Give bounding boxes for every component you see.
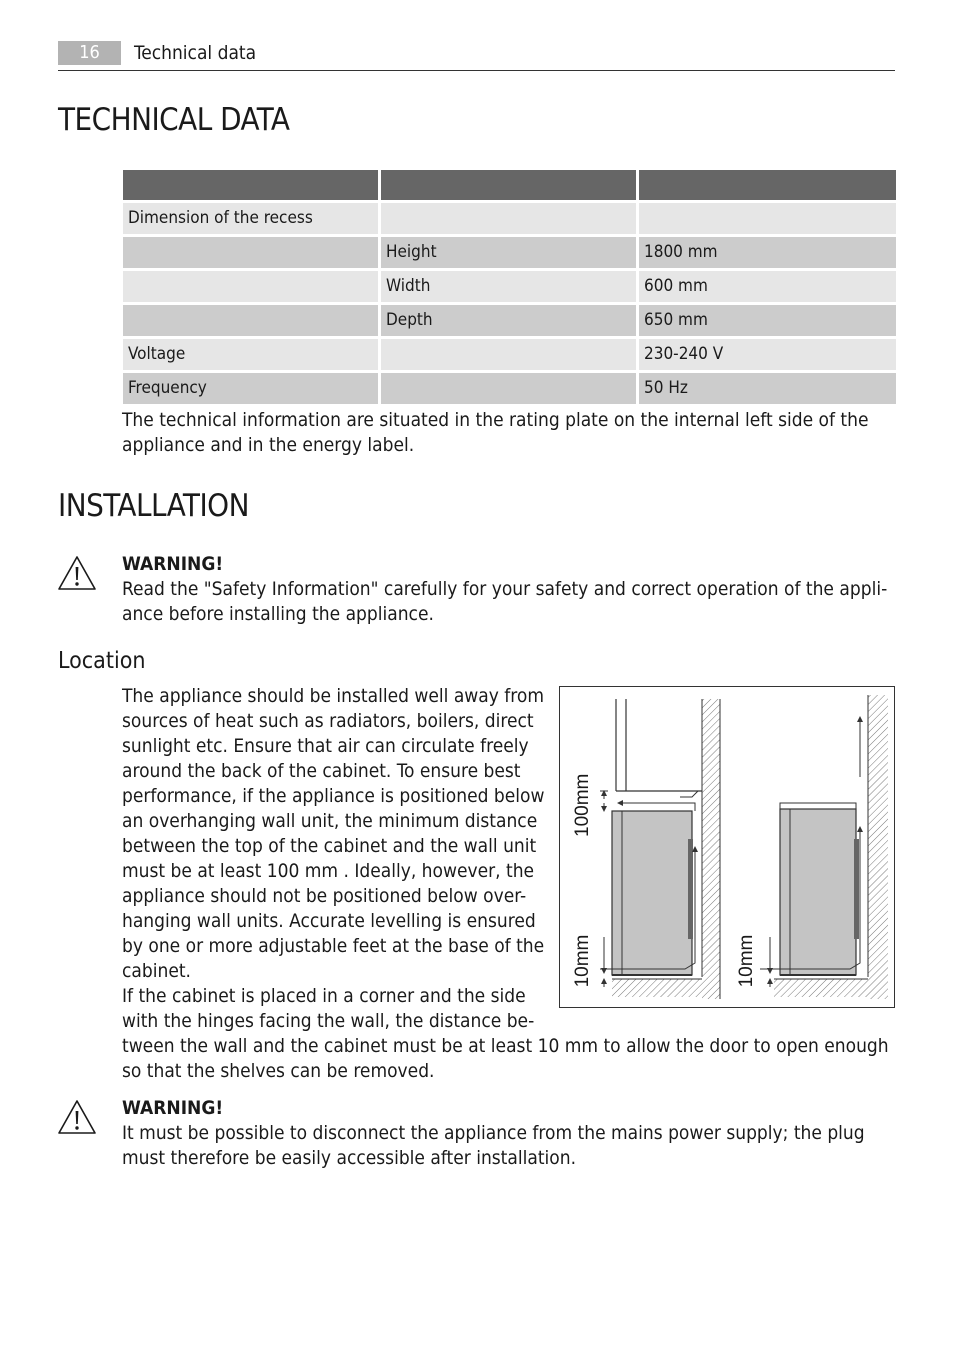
- row-parameter: Height: [381, 237, 636, 268]
- table-row: [123, 305, 896, 336]
- row-value: 230-240 V: [639, 339, 896, 370]
- technical-note-line: The technical information are situated in the rating plate on the internal left side of the: [122, 409, 869, 431]
- table-row: [123, 373, 896, 404]
- row-label: [123, 271, 378, 302]
- row-parameter: Depth: [381, 305, 636, 336]
- top-gap-label: 100mm: [572, 773, 593, 837]
- table-header-row: [123, 170, 896, 200]
- location-text-line: If the cabinet is placed in a corner and the side: [122, 985, 526, 1007]
- header-divider: [58, 70, 895, 71]
- left-gap-label: 10mm: [572, 934, 593, 988]
- table-row: [123, 339, 896, 370]
- warning-safety-block: [122, 552, 902, 627]
- location-text-line: sources of heat such as radiators, boilers, direct: [122, 710, 534, 732]
- location-text-line: hanging wall units. Accurate levelling is ensured: [122, 910, 536, 932]
- left-scene: [600, 699, 720, 999]
- location-text-line: appliance should not be positioned below over-: [122, 885, 527, 907]
- table-header-cell: [123, 170, 378, 200]
- location-text-line: an overhanging wall unit, the minimum distance: [122, 810, 538, 832]
- row-parameter: [381, 373, 636, 404]
- row-parameter: Width: [381, 271, 636, 302]
- right-gap-label: 10mm: [736, 934, 757, 988]
- warning-title: WARNING!: [122, 553, 224, 575]
- warning-power-block: [122, 1096, 902, 1171]
- row-parameter: [381, 203, 636, 234]
- page-number: 16: [58, 41, 121, 65]
- location-text-continued: [122, 1034, 902, 1084]
- table-row: [123, 271, 896, 302]
- warning-triangle-icon: [57, 555, 97, 591]
- location-text-line: tween the wall and the cabinet must be at least 10 mm to allow the door to open enough: [122, 1035, 889, 1057]
- warning-text-line: It must be possible to disconnect the appliance from the mains power supply; the plug: [122, 1122, 865, 1144]
- warning-triangle-icon: [57, 1099, 97, 1135]
- table-row: [123, 203, 896, 234]
- location-text-line: so that the shelves can be removed.: [122, 1060, 435, 1082]
- row-value: 650 mm: [639, 305, 896, 336]
- technical-data-heading: TECHNICAL DATA: [58, 102, 290, 138]
- location-text-line: The appliance should be installed well away from: [122, 685, 545, 707]
- technical-note: [122, 408, 902, 458]
- installation-clearance-figure: [559, 686, 895, 1008]
- technical-data-table: [120, 167, 899, 407]
- location-text-line: around the back of the cabinet. To ensure best: [122, 760, 521, 782]
- row-value: 600 mm: [639, 271, 896, 302]
- warning-text-line: must therefore be easily accessible after installation.: [122, 1147, 576, 1169]
- row-value: [639, 203, 896, 234]
- technical-note-line: appliance and in the energy label.: [122, 434, 415, 456]
- row-label: [123, 305, 378, 336]
- location-text-line: must be at least 100 mm . Ideally, however, the: [122, 860, 535, 882]
- table-row: [123, 237, 896, 268]
- row-value: 50 Hz: [639, 373, 896, 404]
- running-header: Technical data: [134, 42, 257, 64]
- location-heading: Location: [58, 648, 146, 674]
- location-text-line: sunlight etc. Ensure that air can circulate freely: [122, 735, 529, 757]
- warning-text-line: ance before installing the appliance.: [122, 603, 434, 625]
- row-parameter: [381, 339, 636, 370]
- location-text-line: with the hinges facing the wall, the distance be-: [122, 1010, 535, 1032]
- row-label: Voltage: [123, 339, 378, 370]
- location-text: [122, 684, 547, 1034]
- location-text-line: performance, if the appliance is positioned below: [122, 785, 545, 807]
- row-label: Dimension of the recess: [123, 203, 378, 234]
- warning-title: WARNING!: [122, 1097, 224, 1119]
- clearance-diagram: [560, 687, 894, 1007]
- row-label: Frequency: [123, 373, 378, 404]
- location-text-line: between the top of the cabinet and the wall unit: [122, 835, 537, 857]
- location-text-line: by one or more adjustable feet at the base of the: [122, 935, 545, 957]
- location-text-line: cabinet.: [122, 960, 191, 982]
- row-value: 1800 mm: [639, 237, 896, 268]
- installation-heading: INSTALLATION: [58, 488, 249, 524]
- table-header-cell: [639, 170, 896, 200]
- warning-text-line: Read the "Safety Information" carefully for your safety and correct operation of the appli-: [122, 578, 888, 600]
- table-header-cell: [381, 170, 636, 200]
- right-scene: [760, 695, 888, 999]
- row-label: [123, 237, 378, 268]
